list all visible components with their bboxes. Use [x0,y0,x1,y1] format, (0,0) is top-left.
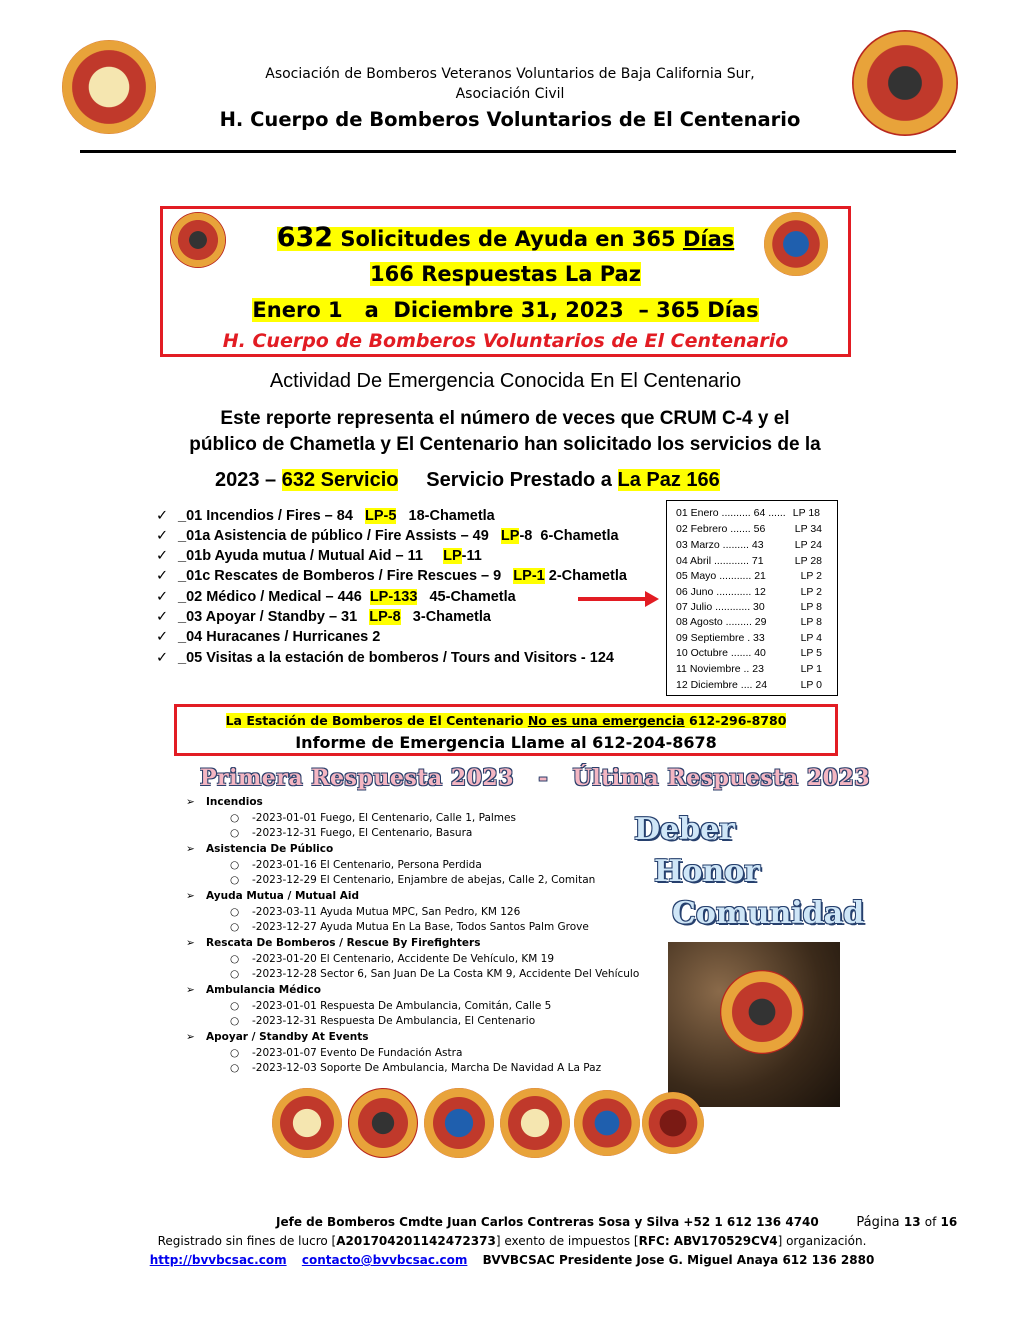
month-row: 06 Juno ............ 12 [676,586,766,598]
email-link[interactable]: contacto@bvvbcsac.com [301,1253,468,1267]
footer-page-pre: Página [856,1215,900,1230]
response-event [230,906,520,918]
footer-registration [100,1234,924,1248]
veterans-badge-logo [62,40,156,134]
emergency-line: Informe de Emergencia Llame al 612-204-8678 [295,733,717,752]
station-non-emergency: No es una emergencia [527,713,685,728]
response-category [186,1031,368,1043]
event-text: -2023-12-31 Fuego, El Centenario, Basura [252,827,473,839]
check-icon: ✓ [156,508,169,524]
centenario-badge-logo [852,30,958,136]
footer-chief-line [276,1215,958,1230]
academia-badge [642,1092,704,1154]
reg-mid: ] exento de impuestos [ [495,1234,639,1248]
summary-line4: H. Cuerpo de Bomberos Voluntarios de El Centenario [222,330,789,352]
response-category [186,984,321,996]
check-text: _01 Incendios / Fires – 84 [178,508,353,524]
check-lp: LP [500,528,520,544]
response-category [186,796,263,808]
header-org-line1: Asociación de Bomberos Veteranos Voluntarios de Baja California Sur, [265,66,755,82]
red-arrow-head [645,591,659,607]
response-event [230,827,472,839]
check-icon: ✓ [156,528,169,544]
check-text: _01c Rescates de Bomberos / Fire Rescues – 9 [178,568,502,584]
month-row: 05 Mayo ........... 21 [676,570,766,582]
event-text: -2023-12-27 Ayuda Mutua En La Base, Todos Santos Palm Grove [252,921,589,933]
summary-count: 632 [276,222,334,253]
category-label: Ambulancia Médico [206,984,321,996]
station-pre: La Estación de Bomberos de El Centenario [225,713,524,728]
response-event [230,968,639,980]
first-last-title: Primera Respuesta 2023 - Última Respuesta 2023 [200,765,871,791]
station-line1 [174,713,838,728]
category-label: Ayuda Mutua / Mutual Aid [206,890,359,902]
service-line [215,469,720,492]
circle-bullet-icon: ○ [230,827,240,839]
arrow-bullet-icon: ➢ [186,796,195,808]
service-lapaz: La Paz 166 [617,469,720,491]
footer-page-num: 13 [903,1215,921,1229]
month-row: 12 Diciembre .... 24 [676,679,768,691]
event-text: -2023-01-20 El Centenario, Accidente De Vehículo, KM 19 [252,953,555,965]
check-icon: ✓ [156,650,169,666]
check-icon: ✓ [156,568,169,584]
station-phone: 612-296-8780 [689,713,787,728]
month-lp: LP 0 [800,679,822,691]
month-lp: LP 2 [800,570,822,582]
footer-president: BVVBCSAC Presidente Jose G. Miguel Anaya 612 136 2880 [482,1253,875,1267]
event-text: -2023-01-01 Respuesta De Ambulancia, Comitán, Calle 5 [252,1000,552,1012]
month-lp: LP 18 [792,507,820,519]
event-text: -2023-01-01 Fuego, El Centenario, Calle 1, Palmes [252,812,516,824]
reg-id: A201704201142472373 [336,1234,496,1248]
circle-bullet-icon: ○ [230,874,240,886]
checklist-item [156,629,380,645]
reg-post: ] organización. [777,1234,867,1248]
circle-bullet-icon: ○ [230,921,240,933]
check-text: _01b Ayuda mutua / Mutual Aid – 11 [178,548,423,564]
website-link[interactable]: http://bvvbcsac.com [149,1253,287,1267]
arrow-bullet-icon: ➢ [186,984,195,996]
month-row: 07 Julio ............ 30 [676,601,765,613]
arrow-bullet-icon: ➢ [186,890,195,902]
footer-links [100,1253,924,1267]
summary-line2 [160,262,851,286]
arrow-bullet-icon: ➢ [186,937,195,949]
check-lp: LP-1 [513,568,545,584]
report-line1: Este reporte representa el número de veces que CRUM C-4 y el [220,408,790,429]
byr-badge [574,1090,640,1156]
arrow-bullet-icon: ➢ [186,843,195,855]
category-label: Asistencia De Público [206,843,334,855]
month-lp: LP 5 [800,647,822,659]
month-row: 01 Enero .......... 64 ...... [676,507,786,519]
response-event [230,859,482,871]
month-lp: LP 24 [794,539,822,551]
category-label: Rescata De Bomberos / Rescue By Firefighters [206,937,481,949]
checklist-item [156,589,516,605]
photo-badge-logo [720,970,804,1054]
response-event [230,812,516,824]
check-text: _05 Visitas a la estación de bomberos / Tours and Visitors - 124 [178,650,614,666]
month-row: 10 Octubre ....... 40 [676,647,766,659]
event-text: -2023-12-31 Respuesta De Ambulancia, El Centenario [252,1015,536,1027]
check-post: -8 6-Chametla [519,528,619,544]
month-row: 08 Agosto ......... 29 [676,616,767,628]
checklist-item [156,609,491,625]
month-row: 02 Febrero ....... 56 [676,523,766,535]
month-lp: LP 8 [800,616,822,628]
category-label: Apoyar / Standby At Events [206,1031,369,1043]
month-row: 11 Noviembre .. 23 [676,663,764,675]
check-text: _04 Huracanes / Hurricanes 2 [178,629,381,645]
checklist-item [156,650,614,666]
circle-bullet-icon: ○ [230,1015,240,1027]
checklist-item [156,508,495,524]
centenario-badge [348,1088,418,1158]
circle-bullet-icon: ○ [230,953,240,965]
circle-bullet-icon: ○ [230,812,240,824]
month-lp: LP 28 [794,555,822,567]
summary-line2-text: 166 Respuestas La Paz [370,262,641,286]
month-lp: LP 2 [800,586,822,598]
circle-bullet-icon: ○ [230,1062,240,1074]
red-arrow [578,597,648,601]
check-post: 45-Chametla [429,589,516,605]
response-event [230,921,589,933]
month-row: 03 Marzo ......... 43 [676,539,764,551]
response-event [230,953,554,965]
check-icon: ✓ [156,548,169,564]
service-mid: Servicio Prestado a [426,469,612,491]
header-org-line2: Asociación Civil [455,86,565,102]
header-title: H. Cuerpo de Bomberos Voluntarios de El Centenario [219,108,801,131]
circle-bullet-icon: ○ [230,968,240,980]
check-lp: LP-8 [369,609,401,625]
checklist-item [156,528,619,544]
footer-page-of: of [924,1215,937,1229]
response-event [230,1062,601,1074]
event-text: -2023-12-29 El Centenario, Enjambre de abejas, Calle 2, Comitan [252,874,596,886]
check-lp: LP [443,548,462,564]
check-post: -11 [461,548,482,564]
response-category [186,890,359,902]
header-divider [80,150,956,153]
summary-line1-days: Días [682,227,735,251]
circle-bullet-icon: ○ [230,1000,240,1012]
checklist-item [156,548,482,564]
category-label: Incendios [206,796,263,808]
month-lp: LP 1 [800,663,822,675]
star-of-life-badge [424,1088,494,1158]
arrow-bullet-icon: ➢ [186,1031,195,1043]
event-text: -2023-12-03 Soporte De Ambulancia, Marcha De Navidad A La Paz [252,1062,602,1074]
motto-deber: Deber [634,812,735,847]
response-category [186,937,480,949]
response-event [230,1015,535,1027]
summary-line1 [160,222,851,253]
response-event [230,1047,462,1059]
check-icon: ✓ [156,609,169,625]
response-event [230,1000,551,1012]
checklist-item [156,568,627,584]
report-line2: público de Chametla y El Centenario han solicitado los servicios de la [189,434,821,455]
check-post: 3-Chametla [412,609,491,625]
month-row: 04 Abril ............ 71 [676,555,764,567]
header-org [180,64,840,104]
event-text: -2023-01-07 Evento De Fundación Astra [252,1047,463,1059]
service-year: 2023 – [215,469,277,491]
month-lp: LP 4 [800,632,822,644]
event-text: -2023-03-11 Ayuda Mutua MPC, San Pedro, KM 126 [252,906,521,918]
check-post: 18-Chametla [408,508,495,524]
response-category [186,843,333,855]
reg-pre: Registrado sin fines de lucro [ [157,1234,337,1248]
event-text: -2023-01-16 El Centenario, Persona Perdida [252,859,482,871]
footer-page-total: 16 [940,1215,958,1229]
circle-bullet-icon: ○ [230,859,240,871]
month-lp: LP 8 [800,601,822,613]
circle-bullet-icon: ○ [230,1047,240,1059]
summary-line3-text: Enero 1 a Diciembre 31, 2023 – 365 Días [252,298,759,322]
check-text: _01a Asistencia de público / Fire Assists – 49 [178,528,489,544]
check-text: _02 Médico / Medical – 446 [178,589,362,605]
activity-title: Actividad De Emergencia Conocida En El Centenario [269,370,742,392]
check-post: 2-Chametla [548,568,627,584]
rfc: RFC: ABV170529CV4 [638,1234,778,1248]
check-lp: LP-5 [365,508,397,524]
footer-chief: Jefe de Bomberos Cmdte Juan Carlos Contreras Sosa y Silva +52 1 612 136 4740 [276,1215,819,1229]
month-row: 09 Septiembre . 33 [676,632,765,644]
check-text: _03 Apoyar / Standby – 31 [178,609,358,625]
report-text [150,406,860,458]
month-lp: LP 34 [794,523,822,535]
response-event [230,874,595,886]
motto-comunidad: Comunidad [672,896,865,931]
station-badge [500,1088,570,1158]
motto-honor: Honor [654,854,760,889]
event-text: -2023-12-28 Sector 6, San Juan De La Costa KM 9, Accidente Del Vehículo [252,968,640,980]
check-lp: LP-133 [369,589,418,605]
summary-line3 [160,298,851,322]
veterans-badge [272,1088,342,1158]
service-count: 632 Servicio [281,469,399,491]
check-icon: ✓ [156,629,169,645]
summary-line1-rest: Solicitudes de Ayuda en 365 [340,227,676,251]
check-icon: ✓ [156,589,169,605]
circle-bullet-icon: ○ [230,906,240,918]
